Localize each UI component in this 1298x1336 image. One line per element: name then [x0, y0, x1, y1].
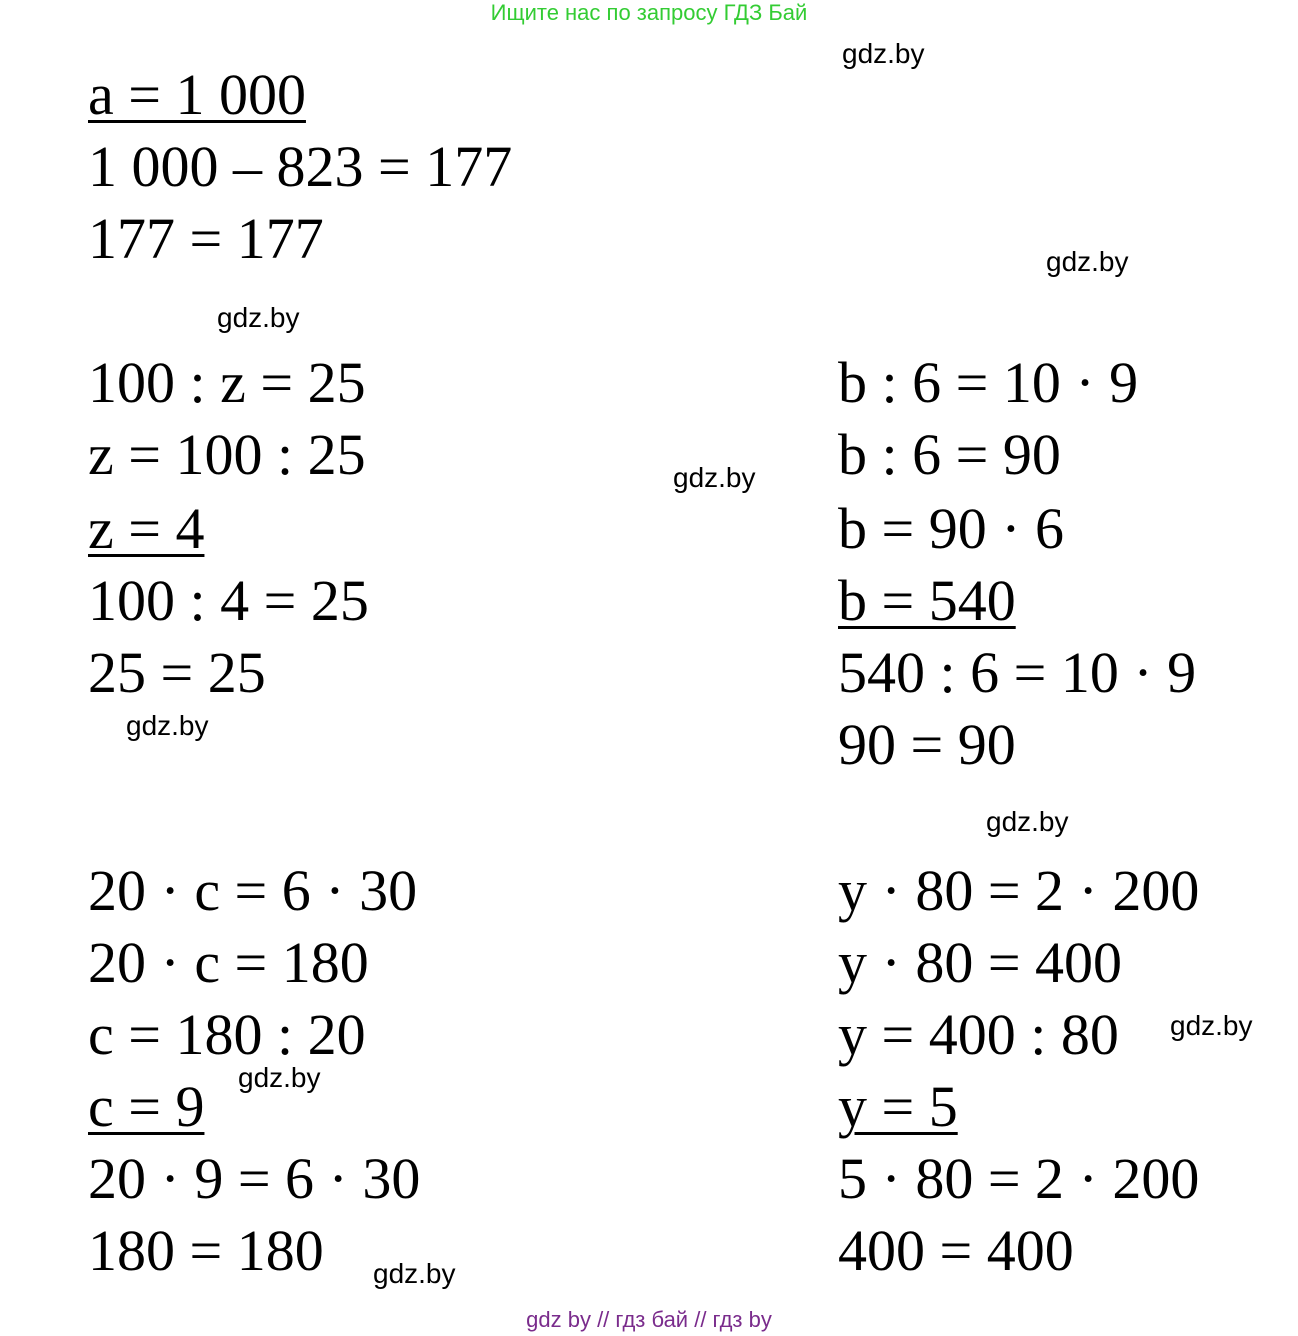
equation-answer-c: c = 9 [88, 1074, 205, 1139]
watermark: gdz.by [673, 462, 756, 493]
watermark: gdz.by [217, 302, 300, 333]
search-banner: Ищите нас по запросу ГДЗ Бай [490, 0, 808, 25]
equation-answer-b: b = 540 [838, 568, 1016, 633]
equation-line: 20 · c = 6 · 30 [88, 858, 418, 923]
equation-line: 100 : z = 25 [88, 350, 366, 415]
watermark: gdz.by [1170, 1010, 1253, 1041]
watermark: gdz.by [126, 710, 209, 741]
watermark: gdz.by [986, 806, 1069, 837]
equation-check-result: 25 = 25 [88, 640, 266, 705]
equation-line: y = 400 : 80 [838, 1002, 1119, 1067]
equation-check-result: 177 = 177 [88, 206, 324, 271]
equation-check: 20 · 9 = 6 · 30 [88, 1146, 421, 1211]
equation-answer-z: z = 4 [88, 496, 205, 561]
equation-check: 1 000 – 823 = 177 [88, 134, 513, 199]
watermark: gdz.by [1046, 246, 1129, 277]
equation-check-result: 400 = 400 [838, 1218, 1074, 1283]
equation-check-result: 90 = 90 [838, 712, 1016, 777]
equation-answer-y: y = 5 [838, 1074, 958, 1139]
equation-line: c = 180 : 20 [88, 1002, 366, 1067]
equation-check: 540 : 6 = 10 · 9 [838, 640, 1197, 705]
watermark: gdz.by [238, 1062, 321, 1093]
equation-line: b : 6 = 10 · 9 [838, 350, 1139, 415]
equation-check: 100 : 4 = 25 [88, 568, 369, 633]
watermark: gdz.by [373, 1258, 456, 1289]
watermark: gdz.by [842, 38, 925, 69]
equation-answer-a: a = 1 000 [88, 62, 306, 127]
footer-links[interactable]: gdz by // гдз бай // гдз by [526, 1307, 772, 1332]
equation-check-result: 180 = 180 [88, 1218, 324, 1283]
equation-line: y · 80 = 400 [838, 930, 1123, 995]
equation-line: b : 6 = 90 [838, 422, 1061, 487]
equation-line: y · 80 = 2 · 200 [838, 858, 1200, 923]
equation-check: 5 · 80 = 2 · 200 [838, 1146, 1200, 1211]
equation-line: 20 · c = 180 [88, 930, 369, 995]
equation-line: b = 90 · 6 [838, 496, 1065, 561]
equation-line: z = 100 : 25 [88, 422, 366, 487]
